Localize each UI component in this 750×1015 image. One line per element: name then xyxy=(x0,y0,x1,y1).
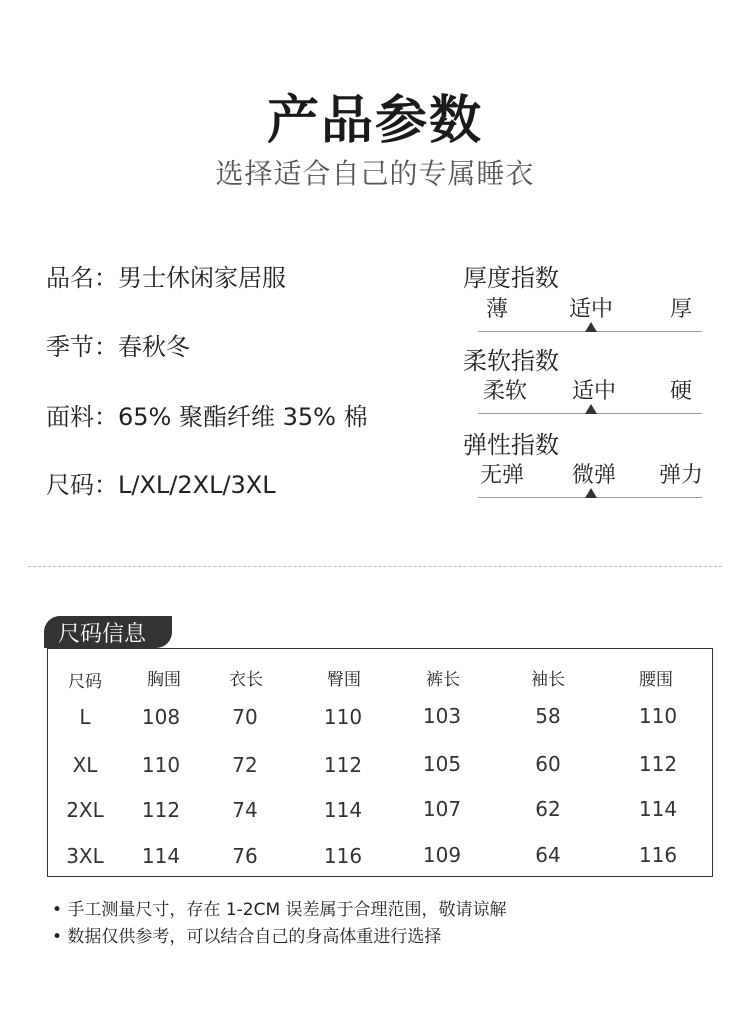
scale-option: 薄 xyxy=(486,297,509,322)
spec-label: 品名： xyxy=(46,264,118,292)
table-cell: 116 xyxy=(323,844,363,868)
table-cell: 110 xyxy=(323,705,363,729)
spec-value: L/XL/2XL/3XL xyxy=(118,471,276,499)
spec-value: 春秋冬 xyxy=(118,333,190,361)
table-cell: 114 xyxy=(638,797,678,821)
table-header: 尺码 xyxy=(68,672,102,692)
thickness-scale xyxy=(478,292,702,332)
scale-option: 厚 xyxy=(670,297,693,322)
size-table xyxy=(47,648,713,877)
softness-scale xyxy=(478,374,702,414)
table-cell: 112 xyxy=(638,752,678,776)
table-cell: 64 xyxy=(535,843,561,867)
table-cell: 114 xyxy=(323,798,363,822)
table-cell: 3XL xyxy=(66,844,104,868)
table-cell: 58 xyxy=(535,704,561,728)
table-cell: 76 xyxy=(232,844,258,868)
spec-product-name xyxy=(46,258,286,293)
table-cell: 110 xyxy=(638,704,678,728)
table-cell: XL xyxy=(72,753,98,777)
scale-option: 适中 xyxy=(569,297,614,322)
table-cell: 116 xyxy=(638,843,678,867)
table-cell: 103 xyxy=(422,704,462,728)
scale-option: 柔软 xyxy=(483,379,528,404)
scale-marker-triangle xyxy=(585,404,597,414)
table-header: 袖长 xyxy=(531,670,565,690)
spec-season xyxy=(46,327,190,362)
table-header: 衣长 xyxy=(229,670,263,690)
spec-label: 面料： xyxy=(46,403,118,431)
scale-option: 弹力 xyxy=(659,463,704,488)
size-info-tab-label: 尺码信息 xyxy=(58,622,147,647)
scale-marker-triangle xyxy=(585,322,597,332)
thickness-index-title: 厚度指数 xyxy=(463,264,559,292)
section-divider xyxy=(28,566,722,567)
table-cell: 108 xyxy=(141,705,181,729)
spec-value: 男士休闲家居服 xyxy=(118,264,286,292)
table-cell: 109 xyxy=(422,843,462,867)
table-cell: 110 xyxy=(141,753,181,777)
table-cell: L xyxy=(79,705,91,729)
table-cell: 70 xyxy=(232,705,258,729)
table-cell: 2XL xyxy=(66,798,104,822)
spec-fabric xyxy=(46,397,368,432)
table-cell: 62 xyxy=(535,797,561,821)
table-cell: 107 xyxy=(422,797,462,821)
scale-option: 微弹 xyxy=(572,463,617,488)
scale-option: 无弹 xyxy=(480,463,525,488)
table-cell: 72 xyxy=(232,753,258,777)
scale-option: 适中 xyxy=(572,379,617,404)
elasticity-scale xyxy=(478,458,702,498)
scale-marker-triangle xyxy=(585,488,597,498)
spec-label: 尺码： xyxy=(46,471,118,499)
table-cell: 105 xyxy=(422,752,462,776)
spec-label: 季节： xyxy=(46,333,118,361)
size-info-tab xyxy=(44,616,172,648)
spec-sizes xyxy=(46,465,276,500)
spec-value: 65% 聚酯纤维 35% 棉 xyxy=(118,403,368,431)
table-header: 臀围 xyxy=(327,670,361,690)
elasticity-index-title: 弹性指数 xyxy=(463,431,559,459)
table-cell: 112 xyxy=(141,798,181,822)
table-cell: 60 xyxy=(535,752,561,776)
table-header: 腰围 xyxy=(639,670,673,690)
table-header: 裤长 xyxy=(426,670,460,690)
table-cell: 74 xyxy=(232,798,258,822)
reference-note: • 数据仅供参考，可以结合自己的身高体重进行选择 xyxy=(52,927,442,947)
page-subtitle: 选择适合自己的专属睡衣 xyxy=(215,157,535,190)
measurement-note: • 手工测量尺寸，存在 1-2CM 误差属于合理范围，敬请谅解 xyxy=(52,900,507,920)
page-title: 产品参数 xyxy=(266,91,483,151)
table-cell: 112 xyxy=(323,753,363,777)
table-header: 胸围 xyxy=(147,670,181,690)
softness-index-title: 柔软指数 xyxy=(463,347,559,375)
scale-option: 硬 xyxy=(670,379,693,404)
table-cell: 114 xyxy=(141,844,181,868)
